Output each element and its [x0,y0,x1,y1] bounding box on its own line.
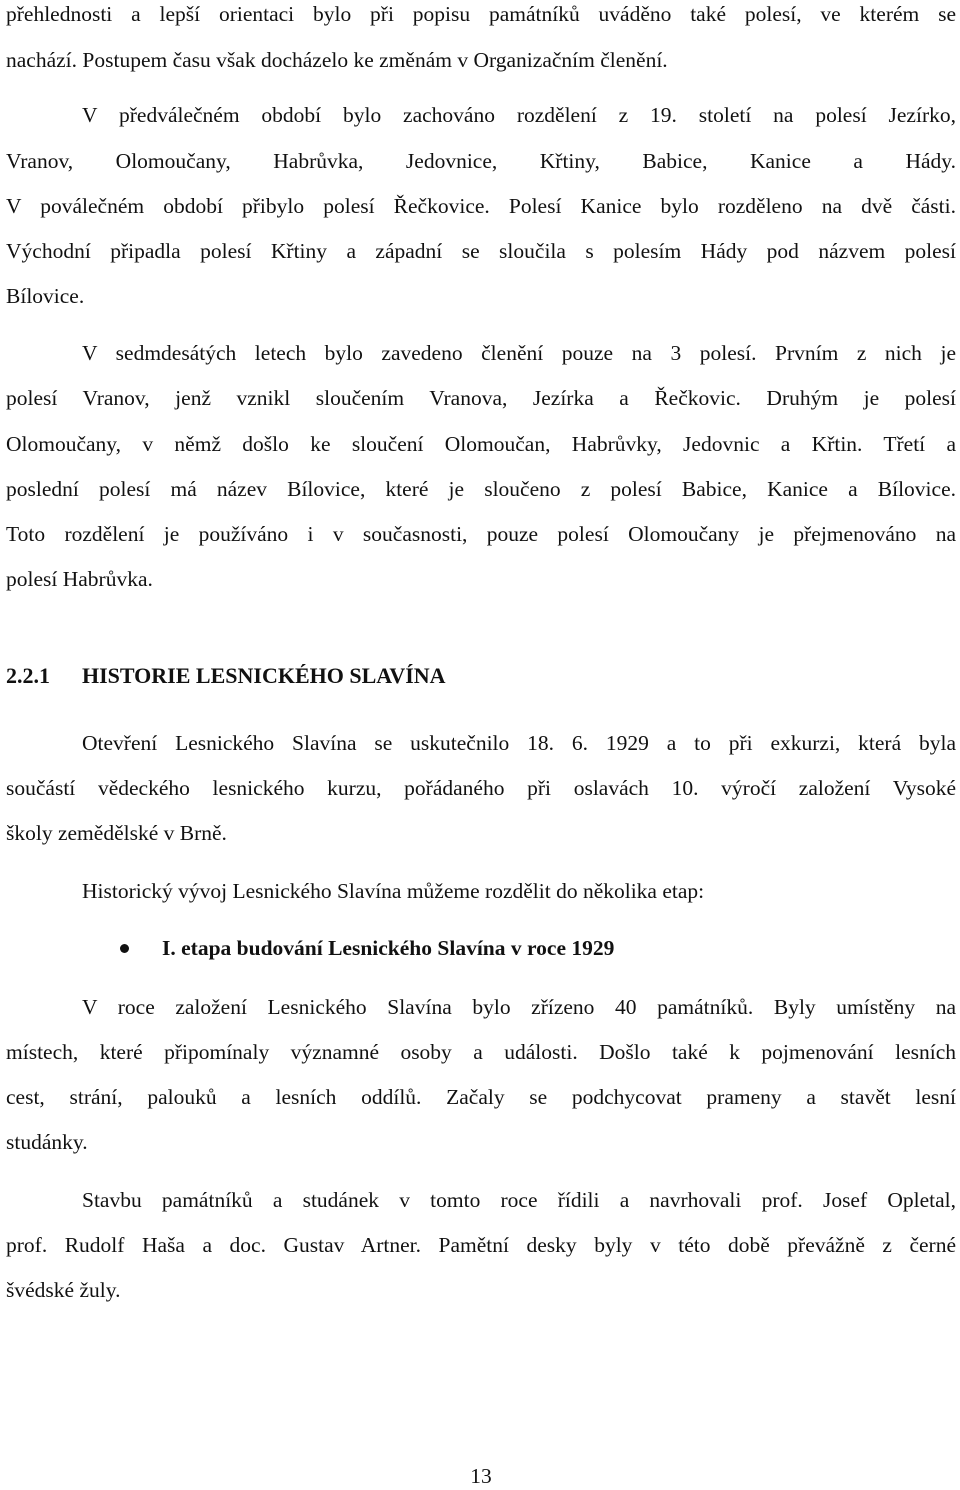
bullet-icon [120,944,129,953]
paragraph-2-line-2: Vranov, Olomoučany, Habrůvka, Jedovnice, Křtiny, Babice, Kanice a Hády. [6,149,956,173]
paragraph-3-line-1: V sedmdesátých letech bylo zavedeno členění pouze na 3 polesí. Prvním z nich je [82,341,956,365]
section-number: 2.2.1 [6,663,50,688]
section-heading [6,662,446,690]
paragraph-2-line-4: Východní připadla polesí Křtiny a západní se sloučila s polesím Hády pod názvem polesí [6,239,956,263]
paragraph-2-line-5: Bílovice. [6,284,85,308]
paragraph-4-line-1: Otevření Lesnického Slavína se uskutečnilo 18. 6. 1929 a to při exkurzi, která byla [82,731,956,755]
paragraph-3-line-2: polesí Vranov, jenž vznikl sloučením Vranova, Jezírka a Řečkovic. Druhým je polesí [6,386,956,410]
paragraph-3-line-6: polesí Habrůvka. [6,567,153,591]
paragraph-2-line-1: V předválečném období bylo zachováno rozdělení z 19. století na polesí Jezírko, [82,103,956,127]
paragraph-5-line-1: Historický vývoj Lesnického Slavína můžeme rozdělit do několika etap: [82,879,705,903]
paragraph-6-line-2: místech, které připomínaly významné osoby a události. Došlo také k pojmenování lesních [6,1040,956,1064]
paragraph-6-line-1: V roce založení Lesnického Slavína bylo zřízeno 40 památníků. Byly umístěny na [82,995,956,1019]
paragraph-3-line-5: Toto rozdělení je používáno i v současnosti, pouze polesí Olomoučany je přejmenováno na [6,522,956,546]
page-number: 13 [470,1464,492,1488]
section-title: HISTORIE LESNICKÉHO SLAVÍNA [82,663,446,688]
paragraph-3-line-3: Olomoučany, v němž došlo ke sloučení Olomoučan, Habrůvky, Jedovnic a Křtin. Třetí a [6,432,956,456]
paragraph-1-line-1: přehlednosti a lepší orientaci bylo při popisu památníků uváděno také polesí, ve kterém se [6,2,956,26]
paragraph-1-line-2: nachází. Postupem času však docházelo ke změnám v Organizačním členění. [6,48,668,72]
paragraph-6-line-4: studánky. [6,1130,88,1154]
paragraph-7-line-2: prof. Rudolf Haša a doc. Gustav Artner. Pamětní desky byly v této době převážně z černé [6,1233,956,1257]
bullet-item-text: I. etapa budování Lesnického Slavína v roce 1929 [162,936,615,960]
paragraph-4-line-2: součástí vědeckého lesnického kurzu, pořádaného při oslavách 10. výročí založení Vysoké [6,776,956,800]
document-page [6,0,956,1486]
paragraph-2-line-3: V poválečném období přibylo polesí Řečkovice. Polesí Kanice bylo rozděleno na dvě části. [6,194,956,218]
paragraph-7-line-1: Stavbu památníků a studánek v tomto roce řídili a navrhovali prof. Josef Opletal, [82,1188,956,1212]
paragraph-4-line-3: školy zemědělské v Brně. [6,821,227,845]
paragraph-3-line-4: poslední polesí má název Bílovice, které je sloučeno z polesí Babice, Kanice a Bílovice. [6,477,956,501]
paragraph-7-line-3: švédské žuly. [6,1278,121,1302]
paragraph-6-line-3: cest, strání, palouků a lesních oddílů. Začaly se podchycovat prameny a stavět lesní [6,1085,956,1109]
